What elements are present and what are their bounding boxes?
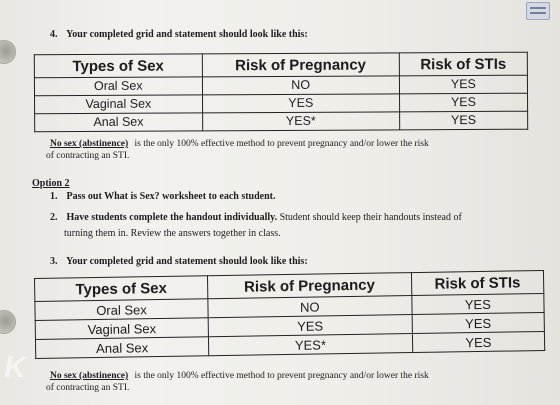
table-header-row: [34, 52, 527, 78]
step-text: Pass out What is Sex? worksheet to each student.: [66, 191, 276, 202]
step-1: [50, 191, 276, 202]
table-cell: YES: [399, 93, 527, 112]
step-2: [50, 212, 462, 223]
statement-blank: No sex (abstinence): [50, 139, 129, 149]
step-number: 2.: [50, 212, 58, 223]
step-text: Your completed grid and statement should look like this:: [66, 29, 308, 40]
column-header: Risk of STIs: [411, 270, 544, 295]
risk-grid-1: [34, 52, 528, 133]
table-cell: YES: [208, 315, 412, 337]
step-4: [50, 29, 308, 40]
statement-line: is the only 100% effective method to prevent pregnancy and/or lower the risk: [134, 139, 429, 149]
table-cell: YES: [399, 111, 527, 130]
step-text: turning them in. Review the answers together in class.: [64, 228, 281, 239]
step-text: Student should keep their handouts instead of: [279, 212, 462, 223]
table-cell: NO: [202, 76, 399, 95]
statement-blank: No sex (abstinence): [50, 371, 129, 381]
table-cell: YES*: [202, 112, 399, 131]
step-number: 1.: [50, 191, 58, 202]
column-header: Types of Sex: [34, 54, 202, 78]
step-number: 4.: [50, 29, 58, 40]
table-cell: YES: [412, 312, 545, 333]
table-cell: Oral Sex: [35, 299, 208, 321]
table-cell: YES: [399, 75, 527, 94]
table-cell: YES: [411, 293, 544, 314]
table-cell: YES*: [208, 334, 412, 356]
column-header: Risk of Pregnancy: [208, 273, 412, 299]
step-number: 3.: [50, 256, 58, 267]
statement-line: is the only 100% effective method to prevent pregnancy and/or lower the risk: [134, 371, 429, 381]
statement-line: of contracting an STI.: [46, 383, 130, 393]
table-cell: YES: [202, 94, 399, 113]
table-cell: Anal Sex: [35, 113, 203, 132]
table-cell: YES: [412, 331, 545, 352]
column-header: Risk of Pregnancy: [202, 53, 399, 77]
table-cell: Vaginal Sex: [35, 318, 208, 340]
table-row: [35, 111, 528, 132]
binder-hole-icon: [0, 310, 16, 334]
watermark-logo-icon: K: [4, 351, 24, 384]
step-2-line2: [64, 228, 281, 239]
column-header: Types of Sex: [35, 276, 208, 302]
statement-1: [46, 138, 429, 162]
table-cell: Vaginal Sex: [35, 95, 203, 114]
step-text: Your completed grid and statement should look like this:: [66, 256, 308, 267]
table-cell: NO: [208, 296, 412, 318]
step-text-bold: Have students complete the handout individually.: [66, 212, 278, 223]
column-header: Risk of STIs: [399, 52, 527, 76]
corner-logo-icon: [526, 2, 550, 20]
option-2-title: Option 2: [32, 178, 70, 189]
table-cell: Anal Sex: [35, 337, 208, 359]
statement-2: [46, 370, 429, 394]
statement-line: of contracting an STI.: [46, 151, 130, 161]
risk-grid-2: [34, 270, 545, 359]
table-cell: Oral Sex: [34, 77, 202, 96]
binder-hole-icon: [0, 40, 16, 64]
step-3: [50, 256, 308, 267]
